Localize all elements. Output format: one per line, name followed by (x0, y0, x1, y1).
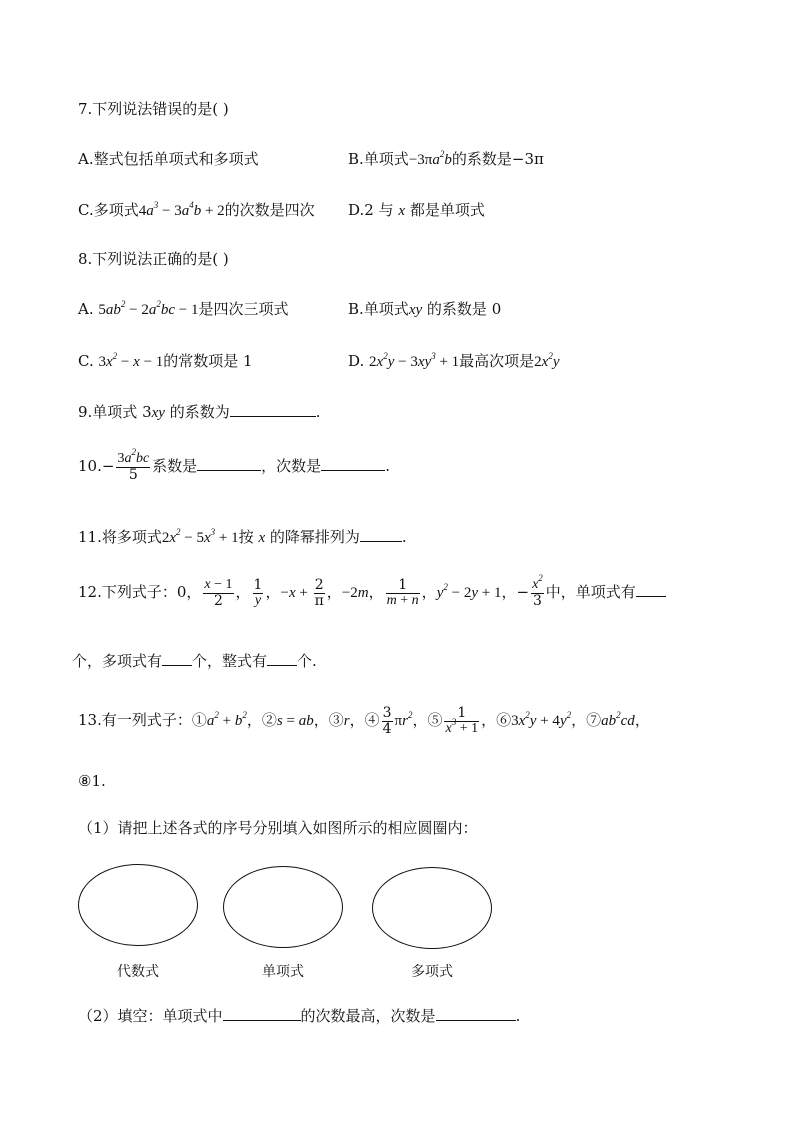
q12-expr-3: −x + (280, 585, 312, 602)
q8-option-c (78, 350, 253, 371)
q7-option-a-text: 整式包括单项式和多项式 (93, 150, 259, 168)
q13-frac-4: $\frac{3}{4}$ (382, 705, 392, 737)
q12-monomial-blank[interactable] (636, 582, 666, 597)
q10-coefficient-blank[interactable] (197, 456, 261, 471)
q10-fraction: $\frac{3a^2bc}{5}$ (117, 447, 150, 483)
q8-option-a-post: 是四次三项式 (198, 300, 289, 318)
q12-line2 (72, 650, 317, 671)
q8-stem: 8.下列说法正确的是( ) (78, 250, 229, 268)
q8-option-b-post: 的系数是 0 (426, 300, 502, 318)
q7-option-d-post: 都是单项式 (409, 201, 485, 219)
q13-line2: ⑧1. (78, 772, 106, 790)
q7-option-c-post: 的次数是四次 (224, 201, 315, 219)
q10-degree-blank[interactable] (321, 456, 385, 471)
q8-option-d-post: 最高次项是 (459, 352, 535, 370)
q7-option-b-pre: 单项式 (363, 150, 409, 168)
q7-option-b-post: 的系数是 (451, 150, 512, 168)
q9-post: 的系数为 (169, 403, 230, 421)
q8-option-d-term: $2x^2y$ (534, 351, 560, 370)
q13-num-7: ⑦ (586, 711, 602, 730)
q11-mid: 按 (238, 528, 254, 546)
q8-option-d-expr: $2x^2y - 3xy^3 + 1$ (369, 351, 460, 370)
q8-option-c-post: 的常数项是 1 (163, 352, 253, 370)
q12-line2-c: 个. (297, 652, 317, 670)
q7-stem: 7.下列说法错误的是( ) (78, 100, 229, 118)
q8-option-b-label: B. (348, 300, 364, 318)
q8-option-a (78, 298, 289, 319)
q8-option-c-expr: $3x^2 - x - 1$ (98, 351, 164, 370)
q13-part2: （2）填空：单项式中 的次数最高，次数是 . (78, 1007, 521, 1025)
q8-option-c-label: C. (78, 352, 94, 370)
q9-answer-blank[interactable] (230, 402, 316, 417)
algebraic-expression-label: 代数式 (117, 964, 159, 980)
q7-option-a-label: A. (78, 150, 94, 168)
q13-num-2: ② (261, 711, 277, 730)
polynomial-label: 多项式 (411, 964, 453, 980)
q7-option-c-pre: 多项式 (93, 201, 139, 219)
q13-num-1: ① (191, 711, 207, 730)
q7-option-d-pre: 2 与 (364, 201, 394, 219)
q12-tail: 中，单项式有 (545, 583, 636, 602)
q12-frac-5: $\frac{1}{m + n}$ (386, 577, 419, 608)
q13-num-5: ⑤ (427, 711, 443, 730)
q13-expr-3: r (343, 713, 350, 730)
q10-comma: ，次数是 (261, 457, 322, 476)
q7-option-b-value: −3π (511, 150, 544, 168)
q11-var: x (258, 530, 266, 546)
q8-option-d (348, 350, 560, 371)
q13-expr-2: s = ab (276, 713, 314, 730)
algebraic-expression-circle[interactable] (78, 864, 198, 946)
q13-expr-6: $3x^2y + 4y^2$ (511, 710, 572, 730)
q7-option-d-label: D. (348, 201, 365, 219)
q13-part2-mid: 的次数最高，次数是 (300, 1007, 436, 1025)
q10-pre: 10. (78, 457, 102, 476)
q13-pre: 13.有一列式子： (78, 711, 192, 730)
q11-pre: 11.将多项式 (78, 528, 162, 546)
q13-num-4: ④ (364, 711, 380, 730)
q8-option-d-label: D. (348, 352, 365, 370)
q13-expr-7: $ab^2cd$ (601, 710, 635, 730)
q12-frac-3: $\frac{2}{\pi}$ (314, 577, 324, 609)
q8-option-b-expr: xy (408, 302, 423, 318)
q12-line2-b: 个，整式有 (192, 652, 268, 670)
q13-frac-5: $\frac{1}{x^3 + 1}$ (445, 705, 479, 736)
q10-mid: 系数是 (152, 457, 198, 476)
q12-frac-7: $\frac{x^2}{3}$ (532, 573, 543, 609)
q9-var: xy (151, 405, 165, 421)
q11-expr: $2x^2 - 5x^3 + 1$ (161, 527, 239, 546)
q7-option-c-label: C. (78, 201, 94, 219)
q13-degree-blank[interactable] (436, 1006, 516, 1021)
q12-pre: 12.下列式子：0， (78, 583, 202, 602)
q8-option-a-expr: $5ab^2 - 2a^2bc - 1$ (98, 299, 199, 318)
q7-option-b-label: B. (348, 150, 364, 168)
q13-expr-4: $\pi r^2$ (394, 710, 413, 730)
q11-post: 的降幂排列为 (269, 528, 360, 546)
q13-num-3: ③ (328, 711, 344, 730)
q7-option-b (348, 148, 544, 169)
q11-answer-blank[interactable] (360, 527, 402, 542)
q7-option-c (78, 199, 315, 220)
q7-option-d (348, 199, 485, 220)
q13-part2-pre: （2）填空：单项式中 (78, 1007, 223, 1025)
q7-option-b-expr: $-3\pi a^2b$ (408, 149, 452, 168)
q12-line2-a: 个，多项式有 (72, 652, 163, 670)
q9: 9.单项式 3xy 的系数为 . (78, 403, 321, 421)
monomial-circle[interactable] (223, 866, 343, 948)
q12-frac-2: $\frac{1}{y}$ (253, 577, 263, 608)
q10: 10.− $\frac{3a^2bc}{5}$ 系数是 ，次数是 . (78, 447, 390, 483)
q12-polynomial-blank[interactable] (162, 651, 192, 666)
monomial-label: 单项式 (262, 964, 304, 980)
q13-expr-1: $a^2 + b^2$ (206, 710, 247, 730)
q13: 13.有一列式子：$①a^2 + b^2$，②s = ab，③r，④ $\frac{3}{4}$ $\pi r^2$，⑤ $\frac{1}{x^3 + 1}$ ，$⑥3x^2y + 4y^2$，$⑦ab^2cd$， (78, 705, 650, 737)
q7-option-a (78, 148, 259, 169)
polynomial-circle[interactable] (372, 867, 492, 949)
q12-expr-4: −2m (341, 585, 369, 602)
q13-num-6: ⑥ (496, 711, 512, 730)
q7-option-c-expr: $4a^3 - 3a^4b + 2$ (138, 200, 225, 219)
q7-option-d-var: x (398, 203, 406, 219)
q8-option-a-label: A. (78, 300, 94, 318)
q13-highest-term-blank[interactable] (223, 1006, 301, 1021)
q13-part1: （1）请把上述各式的序号分别填入如图所示的相应圆圈内： (78, 819, 478, 837)
q8-option-b (348, 298, 501, 319)
q12: 12.下列式子：0， $\frac{x - 1}{2}$ ， $\frac{1}{y}$ ，−x + $\frac{2}{\pi}$ ，−2m， $\frac{1}{m + n}$ ，$y^2 - 2y + 1$，− $\frac{x^2}{3}$ 中，单项式有 (78, 578, 666, 608)
q12-integral-blank[interactable] (267, 651, 297, 666)
q8-option-b-pre: 单项式 (363, 300, 409, 318)
q12-frac-1: $\frac{x - 1}{2}$ (204, 577, 233, 609)
q12-expr-6: $y^2 - 2y + 1$ (436, 582, 502, 602)
q9-pre: 9.单项式 3 (78, 403, 152, 421)
q11: 11.将多项式$2x^2 - 5x^3 + 1$按 x 的降幂排列为 . (78, 527, 407, 546)
